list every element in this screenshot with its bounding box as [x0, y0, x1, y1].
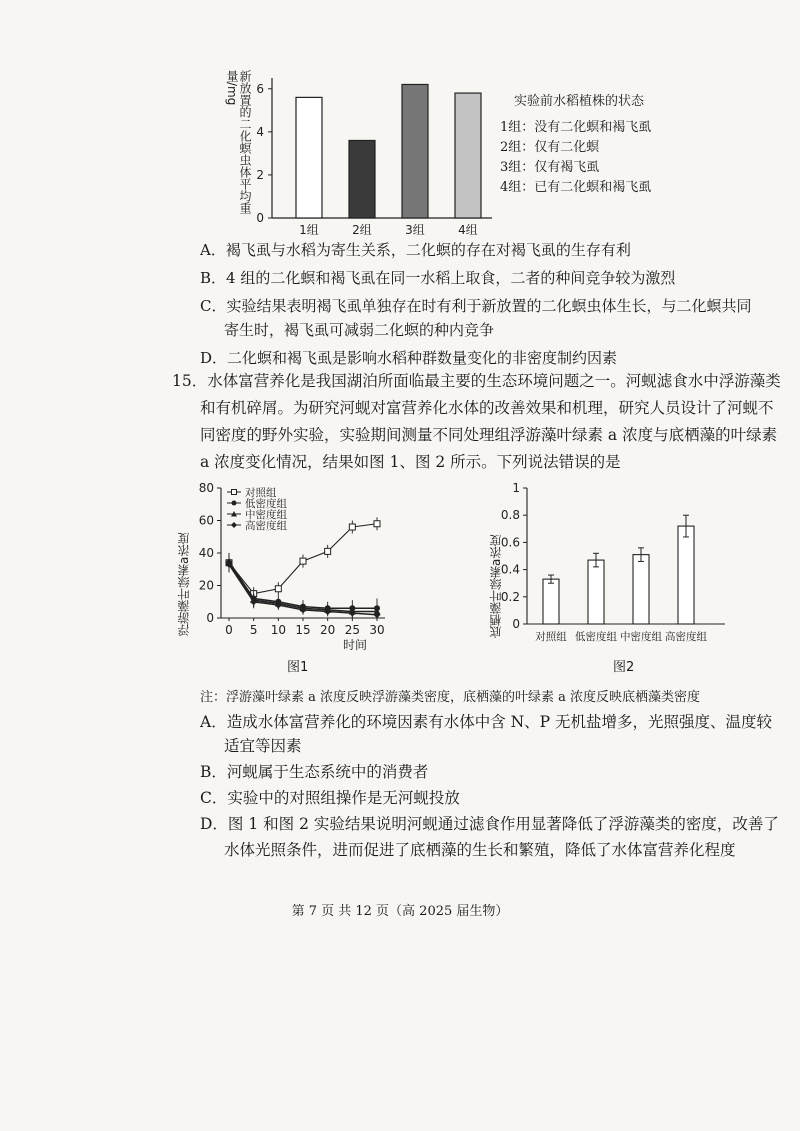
y-tick-label: 0 [512, 617, 520, 631]
chart-1-ylabel: 浮游藻叶绿素a浓度 [177, 532, 191, 636]
figure-top [210, 68, 680, 238]
x-tick-label: 低密度组 [575, 631, 617, 643]
y-tick-label: 0.4 [500, 562, 520, 577]
page-footer: 第 7 页 共 12 页（高 2025 届生物） [291, 904, 509, 919]
x-tick-label: 30 [369, 623, 385, 637]
y-tick-label: 6 [256, 81, 264, 96]
bar [296, 97, 322, 218]
x-tick-label: 对照组 [535, 631, 567, 643]
figure-note: 注：浮游藻叶绿素 a 浓度反映浮游藻类密度，底栖藻的叶绿素 a 浓度反映底栖藻类密度 [200, 690, 701, 705]
x-tick-label: 中密度组 [620, 631, 662, 643]
y-tick-label: 0.8 [500, 508, 520, 523]
legend-marker [231, 522, 237, 528]
y-tick-label: 0.6 [500, 535, 520, 550]
q15-option-a-line2: 适宜等因素 [224, 737, 302, 755]
bar [588, 560, 604, 624]
data-point [300, 558, 306, 564]
chart-1-xlabel: 时间 [343, 638, 368, 652]
chart-2-svg [485, 478, 735, 678]
x-tick-label: 10 [270, 623, 286, 637]
q15-option-c: C．实验中的对照组操作是无河蚬投放 [200, 789, 460, 807]
chart-top-ylabel: 新放置的二化螟虫体平均重量/mg [225, 70, 252, 214]
q15-option-d-line1: D．图 1 和图 2 实验结果说明河蚬通过滤食作用显著降低了浮游藻类的密度，改善了 [200, 815, 779, 833]
legend-label: 高密度组 [245, 520, 287, 532]
data-point [374, 521, 380, 527]
q15-option-d-line2: 水体光照条件，进而促进了底栖藻的生长和繁殖，降低了水体富营养化程度 [224, 841, 736, 859]
q15-option-a-line1: A．造成水体富营养化的环境因素有水体中含 N、P 无机盐增多，光照强度、温度较 [200, 713, 773, 731]
x-tick-label: 5 [249, 623, 258, 637]
x-tick-label: 高密度组 [665, 631, 707, 643]
y-tick-label: 20 [198, 578, 214, 593]
q14-option-c-line2: 寄生时，褐飞虱可减弱二化螟的种内竞争 [224, 321, 495, 339]
y-tick-label: 4 [256, 124, 264, 139]
q15-stem-line4: a 浓度变化情况，结果如图 1、图 2 所示。下列说法错误的是 [200, 453, 621, 471]
data-point [275, 586, 281, 592]
x-tick-label: 20 [320, 623, 336, 637]
legend-marker [232, 501, 237, 506]
chart-1-svg [175, 478, 405, 678]
legend-label: 低密度组 [245, 498, 287, 510]
x-tick-label: 15 [295, 623, 311, 637]
bar [543, 579, 559, 624]
chart-top-legend [500, 92, 680, 198]
y-tick-label: 80 [198, 481, 214, 495]
y-tick-label: 0 [256, 211, 264, 225]
x-tick-label: 1组 [299, 223, 319, 237]
bar [633, 555, 649, 624]
data-point [325, 548, 331, 554]
q15-stem-line1: 15．水体富营养化是我国湖泊所面临最主要的生态环境问题之一。河蚬滤食水中浮游藻类 [172, 372, 781, 390]
y-tick-label: 2 [256, 167, 264, 182]
x-tick-label: 3组 [405, 223, 425, 237]
q15-option-b: B．河蚬属于生态系统中的消费者 [200, 763, 429, 781]
x-tick-label: 0 [225, 623, 233, 637]
q15-stem-line2: 和有机碎屑。为研究河蚬对富营养化水体的改善效果和机理，研究人员设计了河蚬不 [200, 399, 774, 417]
chart-2-ylabel: 底栖藻叶绿素a浓度 [489, 534, 503, 638]
figure-2 [485, 478, 735, 678]
bar [349, 140, 375, 218]
legend-item-3: 3组：仅有褐飞虱 [500, 160, 600, 175]
bar [455, 93, 481, 218]
legend-label: 对照组 [245, 487, 277, 499]
q14-option-b: B．4 组的二化螟和褐飞虱在同一水稻上取食，二者的种间竞争较为激烈 [200, 269, 676, 287]
y-tick-label: 1 [512, 481, 520, 495]
q14-option-c-line1: C．实验结果表明褐飞虱单独存在时有利于新放置的二化螟虫体生长，与二化螟共同 [200, 297, 752, 315]
y-tick-label: 60 [198, 513, 214, 528]
data-point [349, 524, 355, 530]
legend-label: 中密度组 [245, 509, 287, 521]
x-tick-label: 2组 [352, 223, 372, 237]
bar [678, 526, 694, 624]
q15-stem-line3: 同密度的野外实验，实验期间测量不同处理组浮游藻叶绿素 a 浓度与底栖藻的叶绿素 [200, 426, 778, 444]
legend-marker [232, 490, 237, 495]
y-tick-label: 40 [198, 546, 214, 560]
q14-option-a: A．褐飞虱与水稻为寄生关系，二化螟的存在对褐飞虱的生存有利 [200, 241, 631, 259]
y-tick-label: 0 [206, 611, 214, 625]
chart-2-caption: 图2 [613, 660, 635, 675]
legend-item-4: 4组：已有二化螟和褐飞虱 [500, 180, 652, 195]
legend-title: 实验前水稻植株的状态 [514, 94, 645, 109]
x-tick-label: 25 [344, 623, 360, 637]
y-tick-label: 0.2 [500, 589, 520, 604]
x-tick-label: 4组 [458, 223, 478, 237]
q14-option-d: D．二化螟和褐飞虱是影响水稻种群数量变化的非密度制约因素 [200, 349, 618, 367]
chart-1-caption: 图1 [287, 660, 309, 675]
legend-item-1: 1组：没有二化螟和褐飞虱 [500, 120, 652, 135]
bar [402, 84, 428, 218]
figure-1 [175, 478, 405, 678]
legend-item-2: 2组：仅有二化螟 [500, 140, 600, 155]
